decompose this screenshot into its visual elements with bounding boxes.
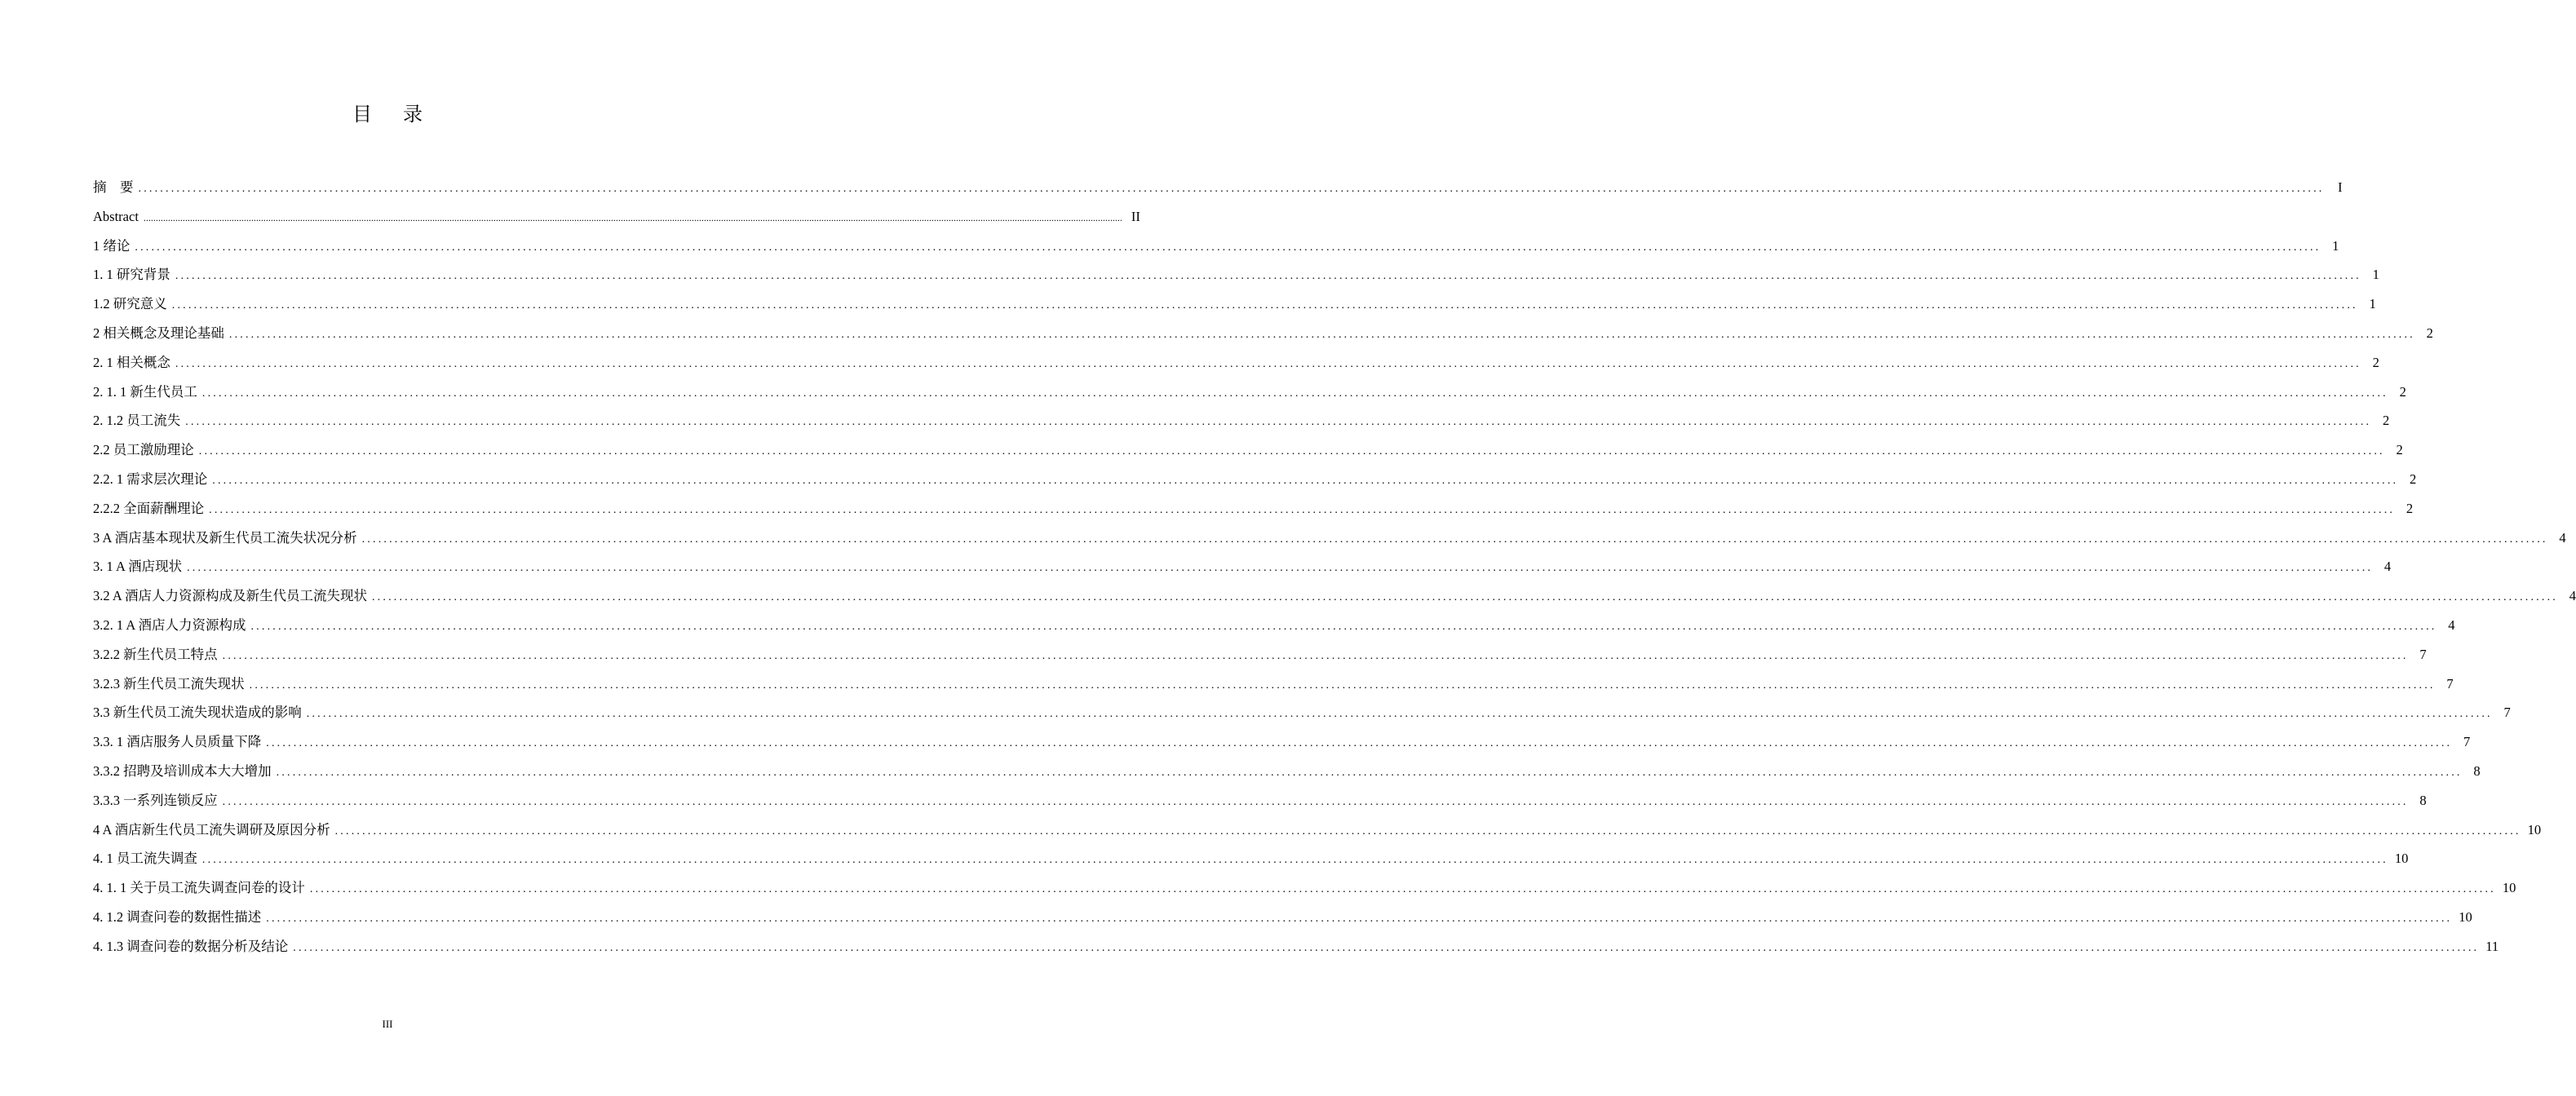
toc-entry-page: 11 [2485, 938, 2499, 954]
dot-leader: ................................................................................................................................................................................................................................................................................................................................................................................................................ [198, 445, 2385, 458]
dot-leader: ................................................................................................................................................................................................................................................................................................................................................................................................................ [175, 270, 2361, 283]
toc-entry-page: 2 [2396, 442, 2403, 458]
toc-entry-page: 2 [2426, 325, 2433, 341]
dot-leader: ................................................................................................................................................................................................................................................................................................................................................................................................................ [293, 941, 2480, 954]
toc-entry-page: 8 [2419, 792, 2427, 808]
toc-entry-label: 4 A 酒店新生代员工流失调研及原因分析 [93, 821, 330, 837]
toc-entry[interactable] [93, 435, 2403, 465]
toc-entry[interactable] [93, 289, 2376, 319]
dot-leader: ................................................................................................................................................................................................................................................................................................................................................................................................................ [249, 678, 2436, 692]
dot-leader: ................................................................................................................................................................................................................................................................................................................................................................................................................ [171, 299, 2358, 312]
toc-entry-label: 3 A 酒店基本现状及新生代员工流失状况分析 [93, 529, 357, 546]
toc-entry-label: 1 绪论 [93, 237, 131, 254]
toc-entry-page: 4 [2559, 529, 2566, 546]
toc-entry[interactable] [93, 727, 2471, 757]
toc-entry-page: 7 [2463, 734, 2471, 750]
toc-entry[interactable] [93, 844, 2409, 873]
toc-entry[interactable] [93, 611, 2455, 640]
toc-entry[interactable] [93, 232, 2339, 261]
toc-entry-page: II [1131, 208, 1140, 224]
dot-leader: ................................................................................................................................................................................................................................................................................................................................................................................................................ [250, 620, 2437, 633]
dot-leader: ................................................................................................................................................................................................................................................................................................................................................................................................................ [209, 503, 2396, 516]
dot-leader: ................................................................................................................................................................................................................................................................................................................................................................................................................ [266, 912, 2453, 925]
toc-entry-page: 4 [2448, 616, 2455, 633]
toc-entry[interactable] [93, 552, 2392, 581]
dot-leader: ................................................................................................................................................................................................................................................................................................................................................................................................................ [187, 562, 2374, 575]
toc-entry-page: 2 [2399, 383, 2406, 400]
dot-leader: ................................................................................................................................................................................................................................................................................................................................................................................................................ [222, 795, 2409, 808]
toc-entry-page: 2 [2383, 413, 2390, 429]
toc-entry-page: 1 [2369, 296, 2376, 312]
dot-leader: ................................................................................................................................................................................................................................................................................................................................................................................................................ [361, 533, 2548, 546]
toc-entry[interactable] [93, 465, 2417, 494]
dot-leader: ................................................................................................................................................................................................................................................................................................................................................................................................................ [276, 766, 2463, 779]
toc-entry-label: 4. 1. 1 关于员工流失调查问卷的设计 [93, 880, 305, 896]
dot-leader: ................................................................................................................................................................................................................................................................................................................................................................................................................ [371, 591, 2558, 604]
toc-entry-label: 3.3.2 招聘及培训成本大大增加 [93, 762, 272, 779]
dot-leader: ................................................................................................................................................................................................................................................................................................................................................................................................................ [143, 211, 1122, 223]
toc-entry-label: 2. 1.2 员工流失 [93, 413, 181, 429]
toc-entry[interactable] [93, 786, 2427, 815]
toc-entry[interactable] [93, 873, 2516, 903]
toc-entry-page: 10 [2459, 908, 2472, 925]
dot-leader: ................................................................................................................................................................................................................................................................................................................................................................................................................ [185, 416, 2372, 429]
toc-entry-label: 2. 1. 1 新生代员工 [93, 383, 197, 400]
dot-leader: ................................................................................................................................................................................................................................................................................................................................................................................................................ [306, 708, 2493, 721]
dot-leader: ................................................................................................................................................................................................................................................................................................................................................................................................................ [175, 357, 2361, 370]
toc-entry-label: 3.2 A 酒店人力资源构成及新生代员工流失现状 [93, 588, 367, 604]
toc-entry-label: 2.2 员工激励理论 [93, 442, 194, 458]
toc-entry[interactable] [93, 348, 2379, 378]
toc-entry[interactable] [93, 698, 2511, 727]
toc-entry-page: 7 [2503, 705, 2511, 721]
toc-entry-page: 2 [2406, 500, 2414, 516]
toc-entry-label: 4. 1.3 调查问卷的数据分析及结论 [93, 938, 289, 954]
toc-entry-label: 3. 1 A 酒店现状 [93, 559, 183, 575]
toc-entry-label: 1.2 研究意义 [93, 296, 167, 312]
toc-entry-page: 1 [2372, 267, 2379, 283]
toc-entry[interactable] [93, 757, 2481, 786]
dot-leader: ................................................................................................................................................................................................................................................................................................................................................................................................................ [212, 474, 2399, 487]
toc-entry[interactable] [93, 378, 2406, 407]
toc-entry[interactable] [93, 319, 2433, 348]
toc-entry-page: 2 [2372, 354, 2379, 370]
toc-entry-label: 3.2.3 新生代员工流失现状 [93, 675, 245, 692]
toc-entry[interactable] [93, 903, 2472, 932]
dot-leader: ................................................................................................................................................................................................................................................................................................................................................................................................................ [138, 183, 2325, 195]
toc-entry-label: 2. 1 相关概念 [93, 354, 170, 370]
toc-entry-label: 1. 1 研究背景 [93, 267, 170, 283]
toc-entry-label: 3.2.2 新生代员工特点 [93, 646, 218, 662]
dot-leader: ................................................................................................................................................................................................................................................................................................................................................................................................................ [334, 824, 2521, 837]
toc-entry-label: Abstract [93, 208, 139, 224]
toc-entry-label: 4. 1 员工流失调查 [93, 851, 197, 867]
toc-entry-page: I [2338, 179, 2343, 195]
toc-entry[interactable] [93, 202, 1140, 232]
toc-entry[interactable] [93, 815, 2542, 845]
toc-entry-label: 2.2.2 全面薪酬理论 [93, 500, 205, 516]
table-of-contents [93, 173, 2576, 961]
toc-entry-page: 2 [2410, 471, 2417, 487]
page-number: III [382, 1018, 393, 1030]
toc-entry[interactable] [93, 406, 2390, 435]
toc-title: 目 录 [352, 104, 436, 126]
toc-entry[interactable] [93, 640, 2427, 670]
dot-leader: ................................................................................................................................................................................................................................................................................................................................................................................................................ [266, 737, 2453, 750]
toc-entry-page: 1 [2332, 237, 2339, 254]
toc-entry-label: 3.3.3 一系列连锁反应 [93, 792, 218, 808]
toc-entry[interactable] [93, 524, 2566, 553]
toc-entry-label: 3.3 新生代员工流失现状造成的影响 [93, 705, 302, 721]
dot-leader: ................................................................................................................................................................................................................................................................................................................................................................................................................ [222, 649, 2409, 662]
toc-entry[interactable] [93, 173, 2343, 202]
toc-entry[interactable] [93, 581, 2576, 611]
toc-entry-page: 10 [2502, 880, 2516, 896]
toc-entry-page: 7 [2446, 675, 2454, 692]
toc-entry-page: 10 [2527, 821, 2542, 837]
toc-entry-page: 4 [2569, 588, 2576, 604]
toc-entry[interactable] [93, 670, 2454, 699]
toc-entry-page: 8 [2473, 762, 2481, 779]
dot-leader: ................................................................................................................................................................................................................................................................................................................................................................................................................ [201, 387, 2388, 400]
toc-entry-label: 摘 要 [93, 179, 134, 195]
toc-entry-label: 2 相关概念及理论基础 [93, 325, 224, 341]
toc-entry-page: 7 [2419, 646, 2427, 662]
toc-entry[interactable] [93, 260, 2379, 289]
toc-entry-label: 3.2. 1 A 酒店人力资源构成 [93, 616, 246, 633]
dot-leader: ................................................................................................................................................................................................................................................................................................................................................................................................................ [309, 883, 2496, 896]
toc-entry-label: 3.3. 1 酒店服务人员质量下降 [93, 734, 262, 750]
dot-leader: ................................................................................................................................................................................................................................................................................................................................................................................................................ [201, 854, 2388, 867]
dot-leader: ................................................................................................................................................................................................................................................................................................................................................................................................................ [135, 241, 2321, 254]
toc-entry-label: 2.2. 1 需求层次理论 [93, 471, 208, 487]
toc-entry[interactable] [93, 494, 2414, 524]
toc-entry-label: 4. 1.2 调查问卷的数据性描述 [93, 908, 262, 925]
toc-entry-page: 10 [2394, 851, 2409, 867]
dot-leader: ................................................................................................................................................................................................................................................................................................................................................................................................................ [228, 328, 2415, 341]
toc-entry-page: 4 [2383, 559, 2392, 575]
toc-entry[interactable] [93, 932, 2499, 961]
